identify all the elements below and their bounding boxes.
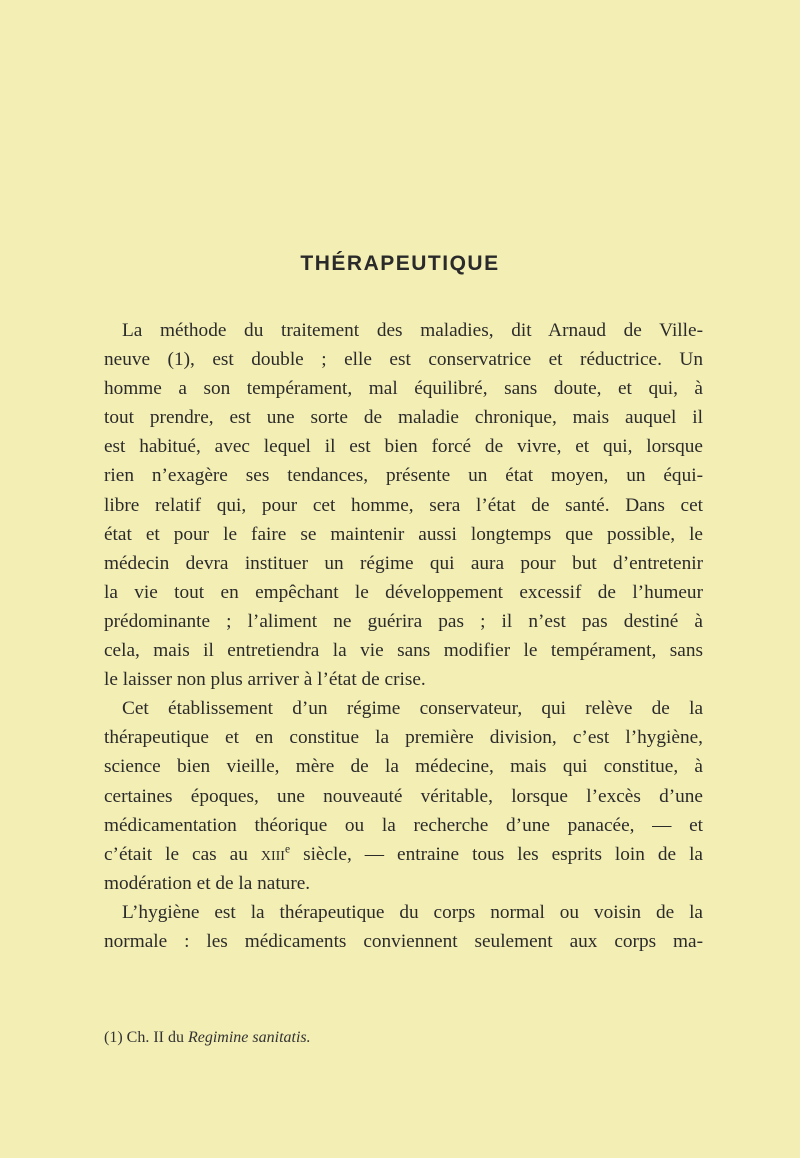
text-line: tout prendre, est une sorte de maladie chronique, mais auquel il bbox=[104, 407, 703, 429]
text-line: science bien vieille, mère de la médecine, mais qui constitue, à bbox=[104, 756, 703, 778]
text-line: homme a son tempérament, mal équilibré, sans doute, et qui, à bbox=[104, 378, 703, 400]
text-line: libre relatif qui, pour cet homme, sera l’état de santé. Dans cet bbox=[104, 494, 703, 516]
footnote-marker: (1) bbox=[104, 1029, 123, 1046]
text-line: La méthode du traitement des maladies, dit Arnaud de Ville- bbox=[122, 320, 703, 341]
page-title: THÉRAPEUTIQUE bbox=[300, 252, 500, 275]
footnote-work: Regimine sanitatis. bbox=[187, 1029, 311, 1046]
footnote-reference: Ch. II du bbox=[126, 1029, 184, 1046]
text-fragment: c’était le cas au bbox=[104, 843, 261, 865]
text-fragment: siècle, — entraine tous les esprits loin de la bbox=[303, 843, 703, 865]
text-line: normale : les médicaments conviennent seulement aux corps ma- bbox=[104, 930, 703, 952]
text-line: certaines époques, une nouveauté véritable, lorsque l’excès d’une bbox=[104, 785, 703, 807]
text-line-century bbox=[104, 840, 703, 869]
body-text bbox=[104, 316, 703, 956]
text-line: est habitué, avec lequel il est bien forcé de vivre, et qui, lorsque bbox=[104, 436, 703, 458]
text-line: neuve (1), est double ; elle est conservatrice et réductrice. Un bbox=[104, 349, 703, 371]
text-line: le laisser non plus arriver à l’état de crise. bbox=[104, 669, 426, 691]
text-line: L’hygiène est la thérapeutique du corps normal ou voisin de la bbox=[122, 901, 703, 923]
text-line: la vie tout en empêchant le développement excessif de l’humeur bbox=[104, 581, 703, 603]
text-line: médicamentation théorique ou la recherche d’une panacée, — et bbox=[104, 814, 703, 836]
text-line: état et pour le faire se maintenir aussi longtemps que possible, le bbox=[104, 523, 703, 545]
text-line: rien n’exagère ses tendances, présente un état moyen, un équi- bbox=[104, 465, 703, 487]
text-line: prédominante ; l’aliment ne guérira pas ; il n’est pas destiné à bbox=[104, 610, 703, 632]
century-numeral: xiii bbox=[260, 843, 285, 865]
text-line: modération et de la nature. bbox=[104, 872, 311, 894]
footnote bbox=[104, 1027, 311, 1049]
century-suffix: e bbox=[284, 842, 291, 856]
text-line: Cet établissement d’un régime conservateur, qui relève de la bbox=[122, 698, 703, 720]
text-line: cela, mais il entretiendra la vie sans modifier le tempérament, sans bbox=[104, 640, 703, 662]
text-line: thérapeutique et en constitue la première division, c’est l’hygiène, bbox=[104, 727, 703, 749]
text-line: médecin devra instituer un régime qui aura pour but d’entretenir bbox=[104, 552, 703, 574]
